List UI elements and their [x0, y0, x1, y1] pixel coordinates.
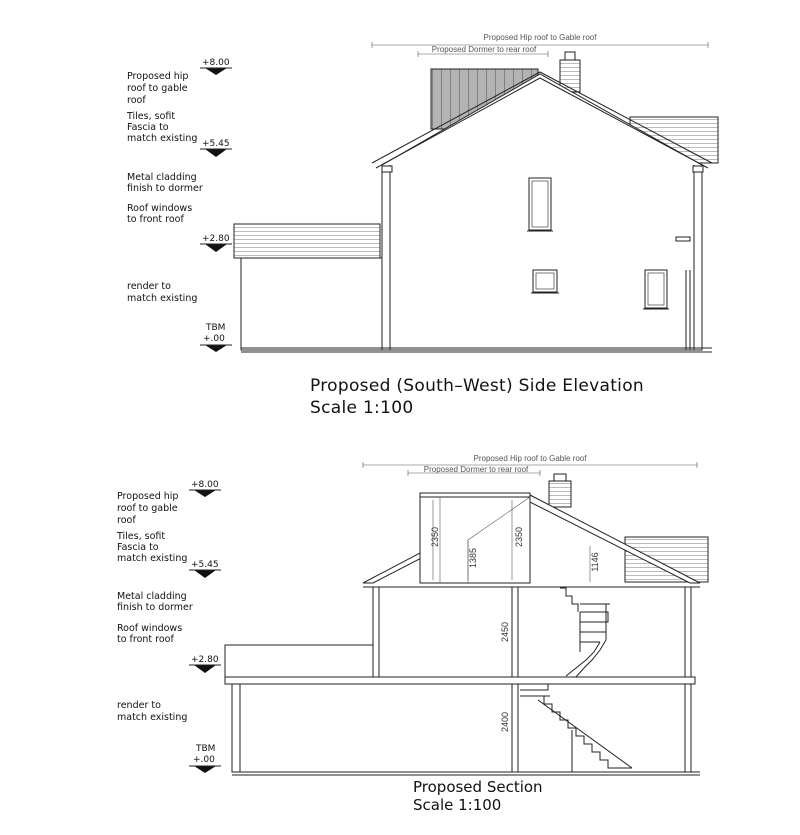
elevation-title: Proposed (South–West) Side Elevation: [310, 376, 644, 396]
svg-text:Roof windows: Roof windows: [127, 203, 193, 214]
svg-text:Tiles, sofit: Tiles, sofit: [127, 111, 176, 122]
dim-dormer: [418, 45, 548, 57]
extension-wall: [241, 258, 382, 350]
svg-text:+5.45: +5.45: [202, 139, 230, 149]
svg-text:Proposed hip: Proposed hip: [117, 491, 179, 502]
svg-text:render to: render to: [127, 281, 171, 292]
dim-dormer-label: Proposed Dormer to rear roof: [431, 45, 537, 54]
svg-text:+.00: +.00: [203, 334, 225, 344]
chimney: [560, 52, 580, 92]
svg-text:+8.00: +8.00: [191, 480, 219, 490]
note-windows: [127, 203, 192, 225]
dim-2450: 2450: [500, 621, 510, 643]
section-dim-hip-to-gable: [363, 454, 697, 468]
section-title: Proposed Section: [413, 778, 543, 796]
level-800: [200, 58, 232, 75]
section-level-545: [189, 560, 221, 578]
section-ground-floor: [232, 684, 691, 772]
svg-text:finish to dormer: finish to dormer: [127, 183, 203, 194]
svg-text:+2.80: +2.80: [191, 655, 219, 665]
section-floor-slab: [225, 677, 695, 684]
section-dim-dormer: [408, 465, 540, 476]
window-lower-right: [643, 270, 669, 309]
svg-text:roof: roof: [127, 95, 146, 106]
elevation-scale: Scale 1:100: [310, 398, 414, 418]
section-note-cladding: [117, 591, 193, 613]
dim-1385: 1385: [468, 547, 478, 569]
svg-text:Metal cladding: Metal cladding: [117, 591, 187, 602]
svg-text:roof: roof: [117, 515, 136, 526]
svg-text:match existing: match existing: [127, 133, 198, 144]
side-elevation: [126, 33, 718, 418]
section-first-floor: [373, 587, 691, 677]
svg-text:Metal cladding: Metal cladding: [127, 172, 197, 183]
svg-text:finish to dormer: finish to dormer: [117, 602, 193, 613]
level-000: [200, 323, 232, 352]
svg-text:+.00: +.00: [193, 755, 215, 765]
svg-text:match existing: match existing: [117, 712, 188, 723]
dim-hip-to-gable: [372, 33, 708, 48]
svg-text:Fascia to: Fascia to: [117, 542, 159, 553]
section-level-280: [189, 655, 221, 673]
section-note-windows: [117, 623, 182, 645]
svg-text:match existing: match existing: [127, 293, 198, 304]
svg-text:to front roof: to front roof: [127, 214, 184, 225]
svg-text:Proposed hip: Proposed hip: [127, 71, 189, 82]
section-neighbour-roof: [625, 537, 708, 582]
extension-roof: [234, 224, 380, 258]
dim-1146: 1146: [590, 552, 600, 572]
svg-text:Fascia to: Fascia to: [127, 122, 169, 133]
window-lower-left: [531, 270, 559, 293]
svg-text:+8.00: +8.00: [202, 58, 230, 68]
section-drawing: [116, 454, 708, 814]
svg-text:roof to gable: roof to gable: [117, 503, 178, 514]
section-scale: Scale 1:100: [413, 796, 502, 814]
svg-text:Roof windows: Roof windows: [117, 623, 183, 634]
svg-text:match existing: match existing: [117, 553, 188, 564]
section-note-roof: [117, 491, 178, 526]
section-dim-dormer-label: Proposed Dormer to rear roof: [423, 465, 529, 474]
svg-text:to front roof: to front roof: [117, 634, 174, 645]
window-upper: [527, 178, 553, 231]
section-extension-roof: [225, 645, 373, 677]
section-dim-hip-label: Proposed Hip roof to Gable roof: [473, 454, 587, 463]
dim-2400: 2400: [500, 711, 510, 733]
dim-2350-b: 2350: [514, 526, 524, 548]
note-roof: [127, 71, 188, 106]
section-level-800: [189, 480, 221, 497]
section-level-000: [189, 744, 221, 773]
section-chimney: [549, 474, 571, 507]
section-note-tiles: [116, 531, 187, 564]
svg-text:render to: render to: [117, 700, 161, 711]
note-tiles: [126, 111, 197, 144]
section-note-render: [117, 700, 187, 723]
note-cladding: [127, 172, 203, 194]
svg-text:roof to gable: roof to gable: [127, 83, 188, 94]
svg-text:+5.45: +5.45: [191, 560, 219, 570]
svg-text:Tiles, sofit: Tiles, sofit: [117, 531, 166, 542]
svg-text:+2.80: +2.80: [202, 234, 230, 244]
level-545: [200, 139, 232, 157]
level-280: [200, 234, 232, 252]
svg-text:TBM: TBM: [206, 323, 226, 333]
dim-hip-label: Proposed Hip roof to Gable roof: [483, 33, 597, 42]
svg-text:TBM: TBM: [196, 744, 216, 754]
dim-2350-a: 2350: [430, 526, 440, 548]
note-render: [127, 281, 197, 304]
